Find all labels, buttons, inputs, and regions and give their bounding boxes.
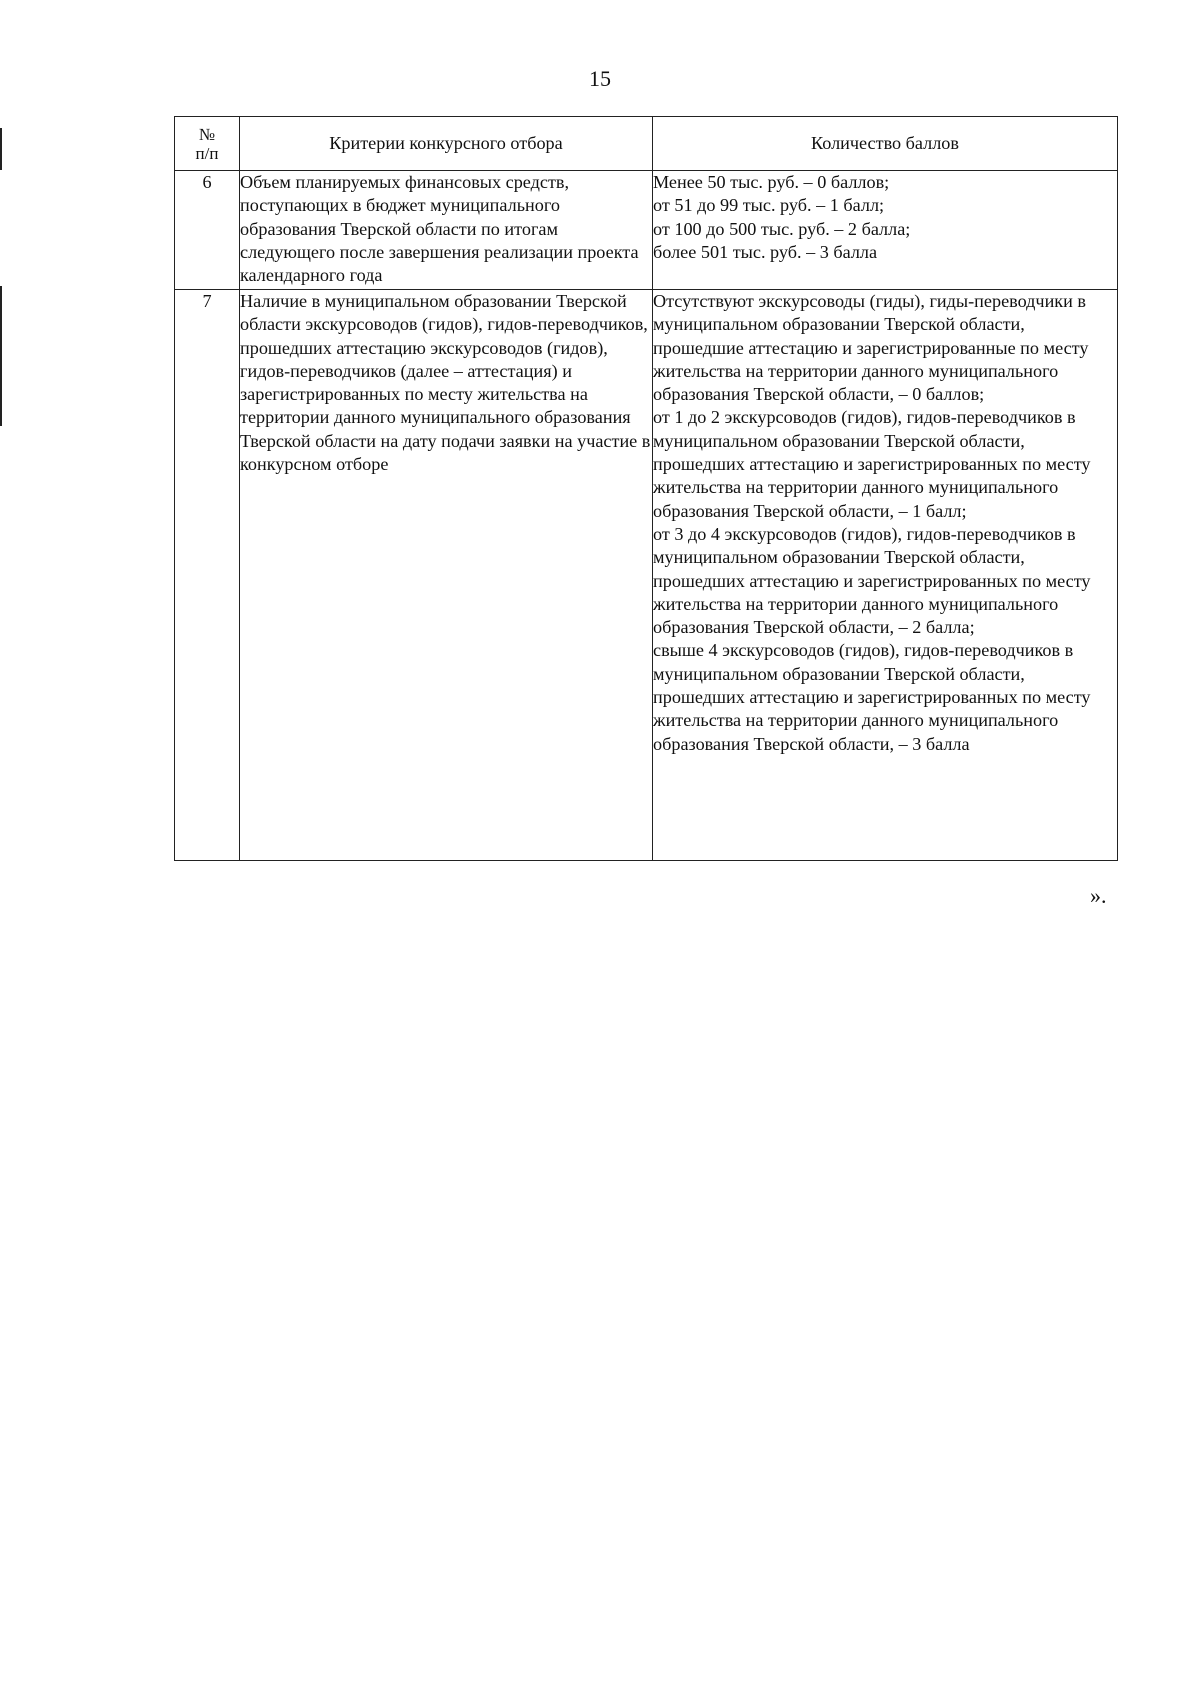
row-number: 6 bbox=[175, 171, 240, 290]
row-score bbox=[653, 290, 1118, 861]
row-criteria: Наличие в муниципальном образовании Тверской области экскурсоводов (гидов), гидов-переводчиков, прошедших аттестацию экскурсоводов (гидов), гидов-переводчиков (далее – аттестация) и зарегистрированных по месту жительства на территории данного муниципального образования Тверской области на дату подачи заявки на участие в конкурсном отборе bbox=[240, 290, 653, 861]
score-line: от 1 до 2 экскурсоводов (гидов), гидов-переводчиков в муниципальном образовании Тверской области, прошедших аттестацию и зарегистрированных по месту жительства на территории данного муниципального образования Тверской области, – 1 балл; bbox=[653, 407, 1091, 521]
row-number: 7 bbox=[175, 290, 240, 861]
scan-edge-mark bbox=[0, 128, 2, 170]
closing-quote: ». bbox=[1090, 883, 1107, 908]
row-criteria: Объем планируемых финансовых средств, поступающих в бюджет муниципального образования Тверской области по итогам следующего после завершения реализации проекта календарного года bbox=[240, 171, 653, 290]
header-number-abbrev: п/п bbox=[195, 143, 219, 163]
criteria-table bbox=[174, 116, 1118, 861]
score-line: от 3 до 4 экскурсоводов (гидов), гидов-переводчиков в муниципальном образовании Тверской области, прошедших аттестацию и зарегистрированных по месту жительства на территории данного муниципального образования Тверской области, – 2 балла; bbox=[653, 523, 1091, 638]
score-line: Менее 50 тыс. руб. – 0 баллов; bbox=[653, 172, 890, 192]
header-number-symbol: № bbox=[198, 124, 216, 144]
scan-edge-mark bbox=[0, 286, 2, 426]
score-line: от 100 до 500 тыс. руб. – 2 балла; bbox=[653, 218, 911, 239]
header-number bbox=[175, 117, 240, 171]
header-score: Количество баллов bbox=[653, 117, 1118, 171]
score-line: от 51 до 99 тыс. руб. – 1 балл; bbox=[653, 195, 885, 216]
table-header-row bbox=[175, 117, 1118, 171]
table-row bbox=[175, 171, 1118, 290]
score-line: Отсутствуют экскурсоводы (гиды), гиды-переводчики в муниципальном образовании Тверской области, прошедшие аттестацию и зарегистрированные по месту жительства на территории данного муниципального образования Тверской области, – 0 баллов; bbox=[653, 291, 1089, 405]
score-line: более 501 тыс. руб. – 3 балла bbox=[653, 241, 878, 262]
header-criteria: Критерии конкурсного отбора bbox=[240, 117, 653, 171]
page-number: 15 bbox=[589, 66, 611, 91]
table-row bbox=[175, 290, 1118, 861]
score-line: свыше 4 экскурсоводов (гидов), гидов-переводчиков в муниципальном образовании Тверской области, прошедших аттестацию и зарегистрированных по месту жительства на территории данного муниципального образования Тверской области, – 3 балла bbox=[653, 640, 1091, 754]
row-score bbox=[653, 171, 1118, 290]
